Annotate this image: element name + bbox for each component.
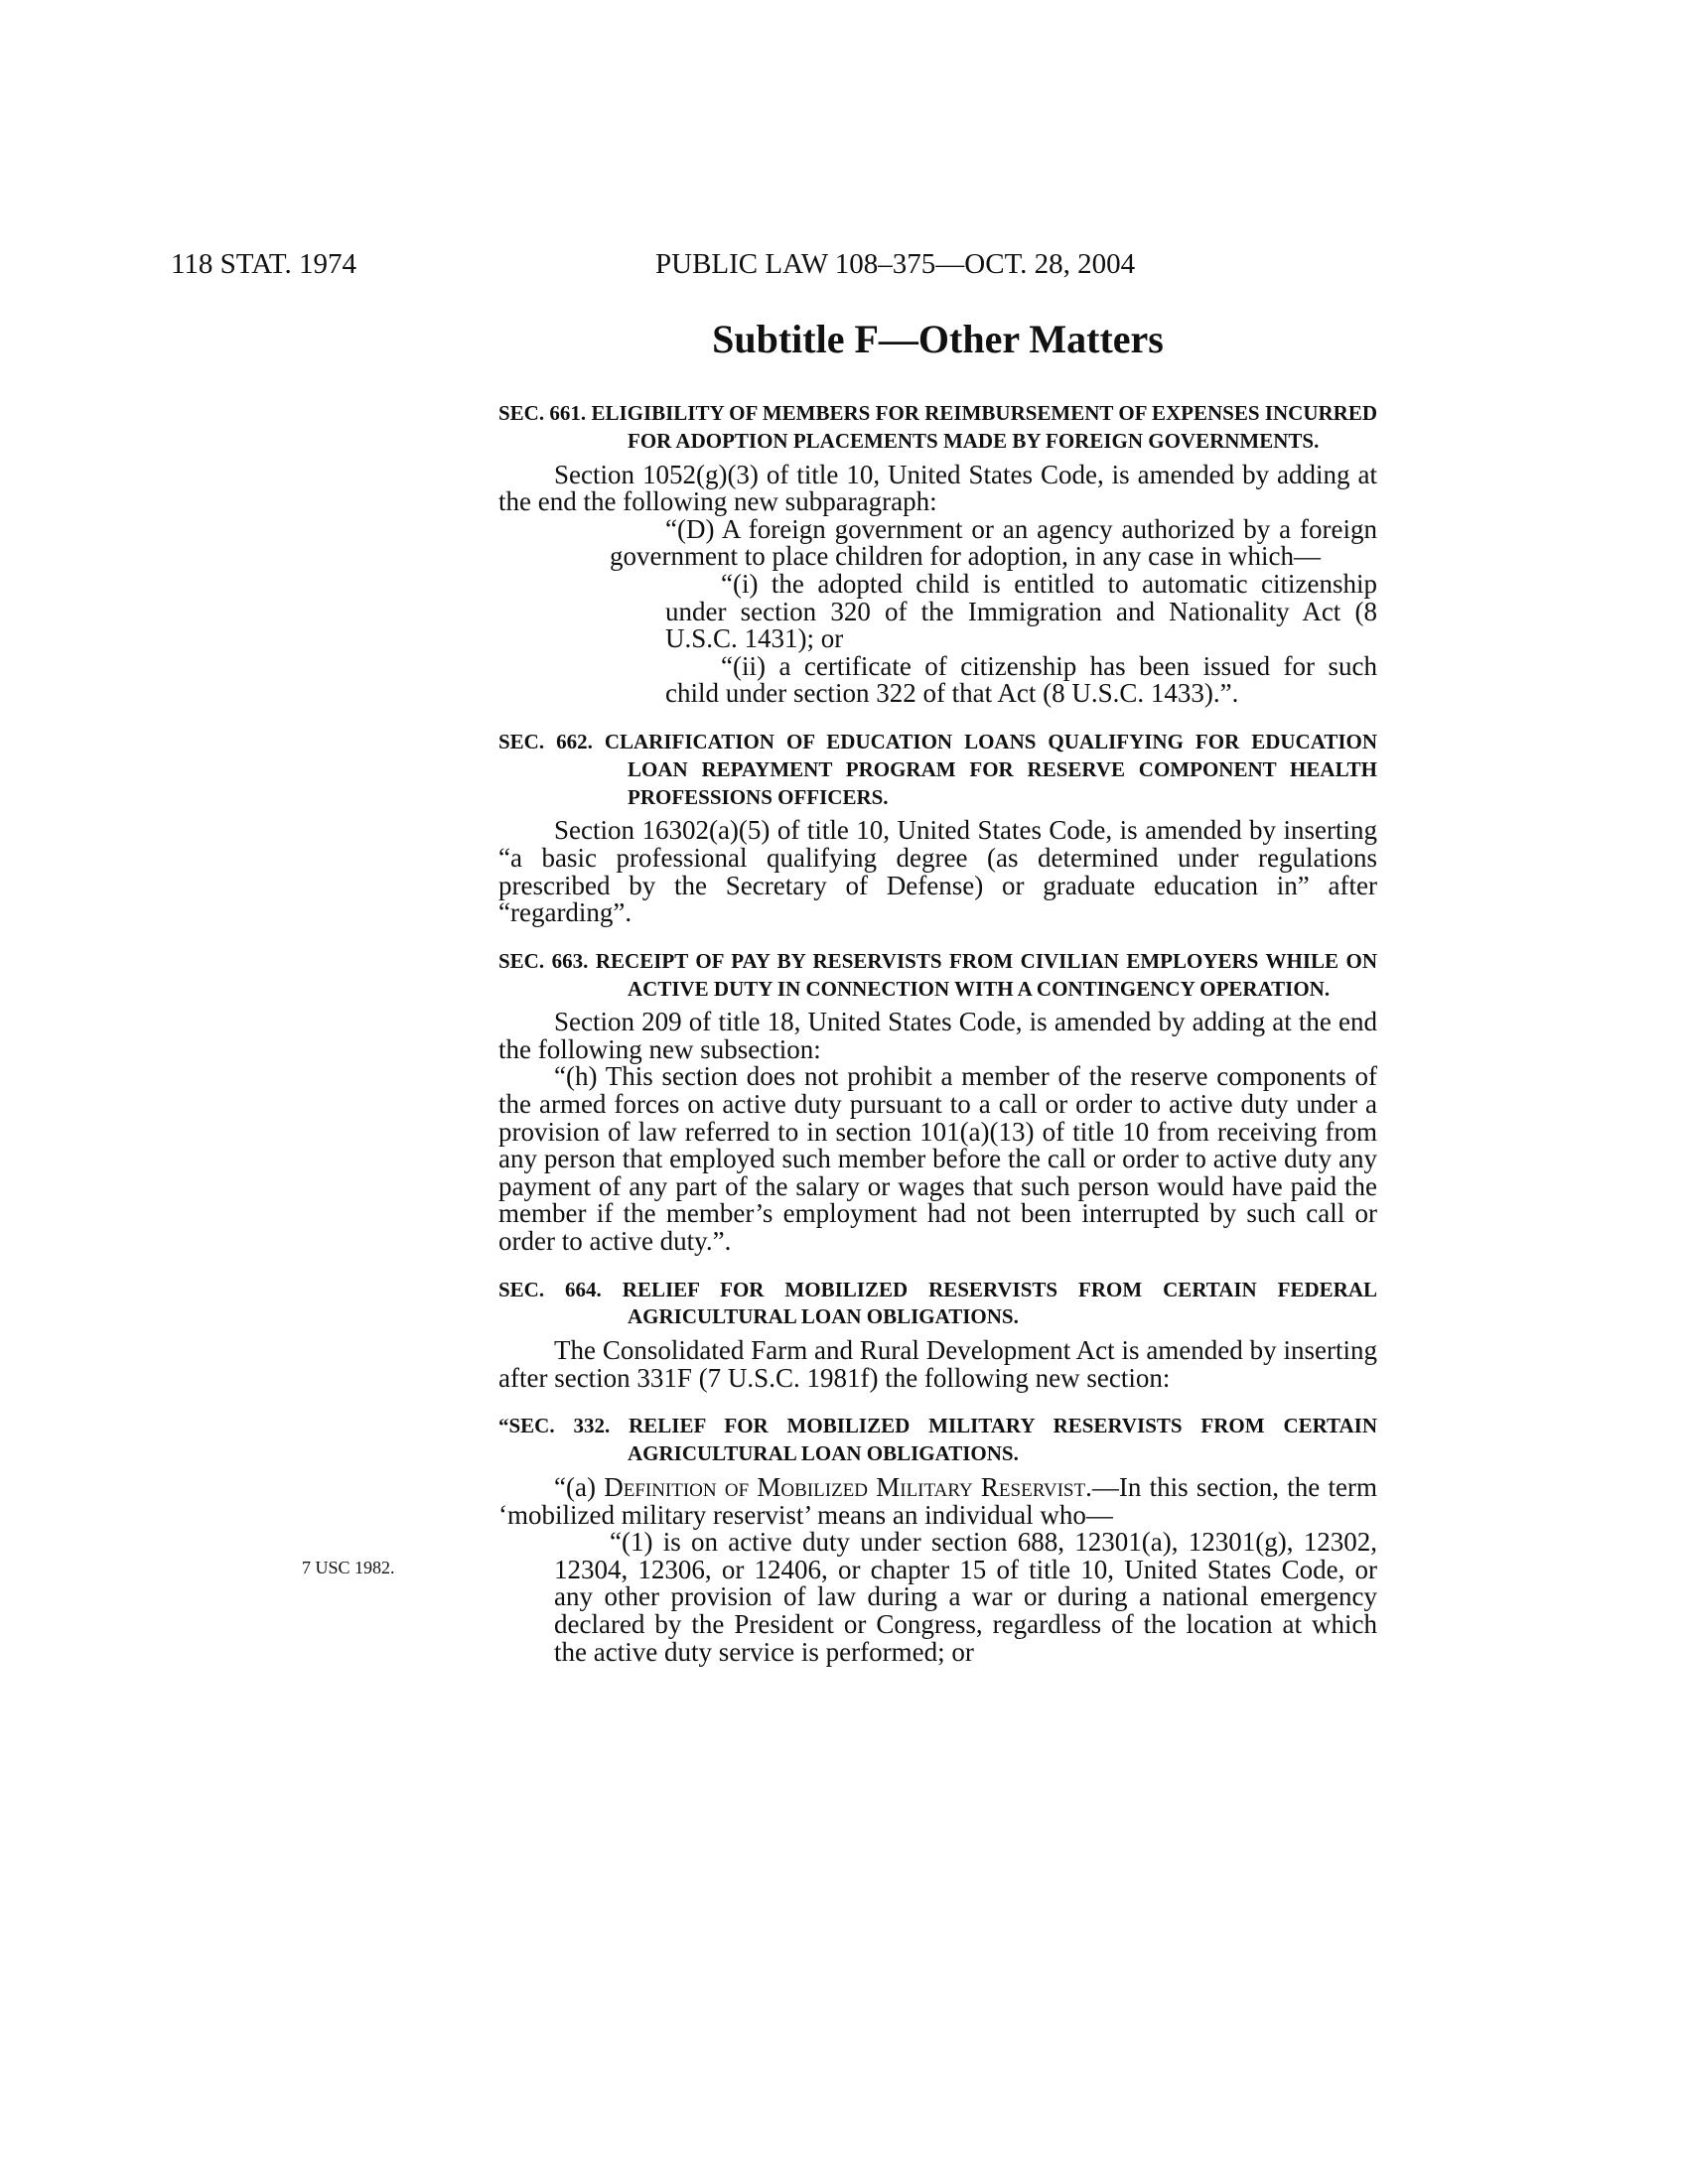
section-title: RELIEF FOR MOBILIZED MILITARY RESERVISTS FROM CERTAIN AGRICULTURAL LOAN OBLIGATIONS. bbox=[628, 1414, 1378, 1466]
section-heading bbox=[498, 948, 1377, 1004]
section-heading bbox=[498, 1413, 1377, 1468]
section-number: “SEC. 332. bbox=[498, 1414, 611, 1438]
stat-page-number: 118 STAT. 1974 bbox=[171, 248, 356, 280]
section-664 bbox=[498, 1277, 1377, 1393]
paragraph-1: “(1) is on active duty under section 688, 12301(a), 12301(g), 12302, 12304, 12306, or 12406, or chapter 15 of title 10, United States Code, or any other provision of law during a war or during a national emergency declared by the President or Congress, regardless of the location at which the active duty service is performed; or bbox=[554, 1527, 1377, 1667]
section-heading bbox=[498, 729, 1377, 811]
subparagraph-d: “(D) A foreign government or an agency authorized by a foreign government to place children for adoption, in any case in which— bbox=[610, 513, 1377, 572]
clause-i: “(i) the adopted child is entitled to automatic citizenship under section 320 of the Immigration and Nationality Act (8 U.S.C. 1431); or bbox=[665, 568, 1377, 654]
section-title: RELIEF FOR MOBILIZED RESERVISTS FROM CERTAIN FEDERAL AGRICULTURAL LOAN OBLIGATIONS. bbox=[622, 1277, 1377, 1329]
section-title: RECEIPT OF PAY BY RESERVISTS FROM CIVILIAN EMPLOYERS WHILE ON ACTIVE DUTY IN CONNECTION WITH A CONTINGENCY OPERATION. bbox=[595, 948, 1378, 1001]
section-heading bbox=[498, 400, 1377, 456]
section-number: SEC. 661. bbox=[498, 401, 587, 425]
clause-ii: “(ii) a certificate of citizenship has been issued for such child under section 322 of that Act (8 U.S.C. 1433).”. bbox=[665, 650, 1377, 709]
section-title: CLARIFICATION OF EDUCATION LOANS QUALIFYING FOR EDUCATION LOAN REPAYMENT PROGRAM FOR RESERVE COMPONENT HEALTH PROFESSIONS OFFICERS. bbox=[604, 729, 1378, 809]
margin-note: 7 USC 1982. bbox=[302, 1558, 395, 1577]
section-661 bbox=[498, 400, 1377, 708]
section-number: SEC. 664. bbox=[498, 1277, 602, 1301]
subsection-a: “(a) Definition of Mobilized Military Reservist.—In this section, the term ‘mobilized military reservist’ means an individual who— bbox=[498, 1472, 1378, 1530]
subsection-a-heading: Definition of Mobilized Military Reservist. bbox=[604, 1472, 1092, 1503]
section-text: Section 16302(a)(5) of title 10, United States Code, is amended by inserting “a basic professional qualifying degree (as determined under regulations prescribed by the Secretary of Defense) or graduate education in” after “regarding”. bbox=[498, 815, 1377, 928]
section-662 bbox=[498, 729, 1377, 927]
section-title: ELIGIBILITY OF MEMBERS FOR REIMBURSEMENT OF EXPENSES INCURRED FOR ADOPTION PLACEMENTS MADE BY FOREIGN GOVERNMENTS. bbox=[591, 401, 1377, 453]
subsection-h: “(h) This section does not prohibit a member of the reserve components of the armed forces on active duty pursuant to a call or order to active duty under a provision of law referred to in section 101(a)(13) of title 10 from receiving from any person that employed such member before the call or order to active duty any payment of any part of the salary or wages that such person would have paid the member if the member’s employment had not been interrupted by such call or order to active duty.”. bbox=[498, 1061, 1377, 1257]
body-column bbox=[498, 400, 1377, 1687]
section-intro: The Consolidated Farm and Rural Development Act is amended by inserting after section 331F (7 U.S.C. 1981f) the following new section: bbox=[498, 1335, 1377, 1393]
subtitle-heading: Subtitle F—Other Matters bbox=[712, 317, 1164, 361]
section-number: SEC. 663. bbox=[498, 948, 589, 973]
law-running-head: PUBLIC LAW 108–375—OCT. 28, 2004 bbox=[655, 248, 1136, 280]
page-header bbox=[0, 248, 1688, 288]
section-663 bbox=[498, 948, 1377, 1256]
section-intro: Section 209 of title 18, United States Code, is amended by adding at the end the following new subsection: bbox=[498, 1007, 1377, 1064]
section-heading bbox=[498, 1277, 1377, 1332]
section-number: SEC. 662. bbox=[498, 729, 593, 753]
section-332 bbox=[498, 1413, 1377, 1666]
section-intro: Section 1052(g)(3) of title 10, United States Code, is amended by adding at the end the following new subparagraph: bbox=[498, 459, 1377, 517]
